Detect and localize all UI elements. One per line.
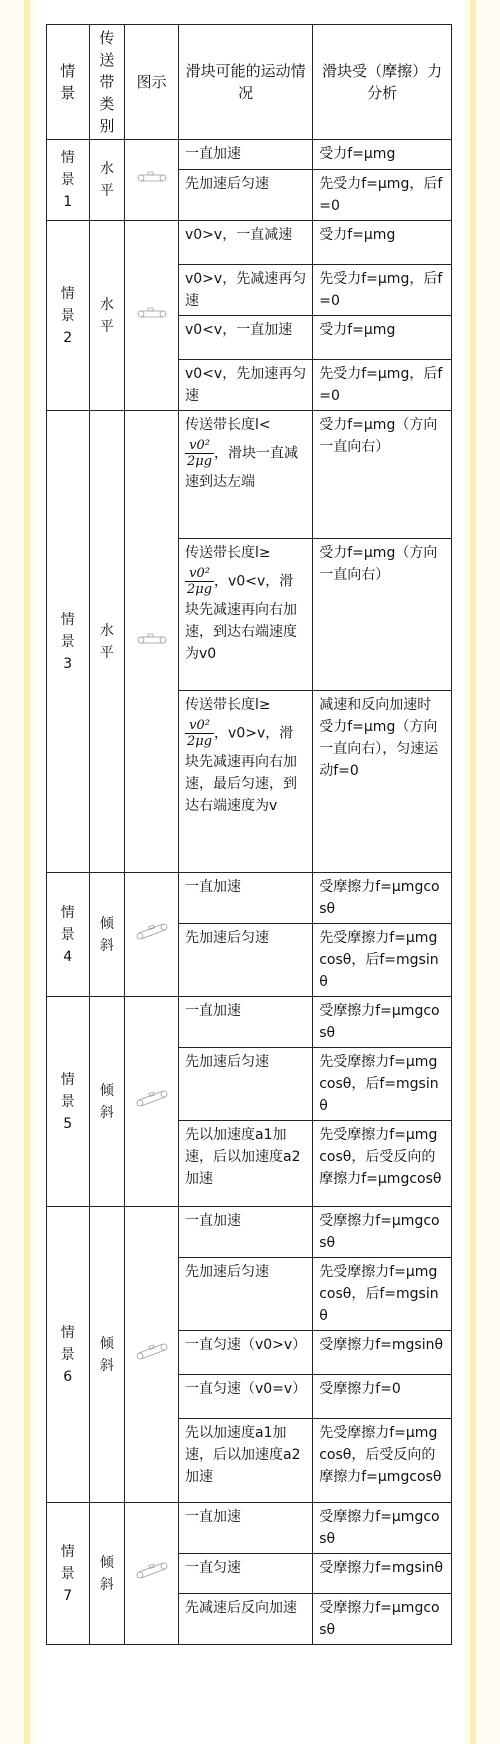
motion-cell: 一直加速 — [178, 1207, 312, 1258]
table-body — [47, 140, 452, 1645]
table-row — [47, 140, 452, 170]
table-row — [47, 997, 452, 1048]
inclined-belt-icon — [135, 1341, 169, 1368]
fraction-v0sq-over-2mug: $\frac{\text{v0²}}{2\mu g}$ — [186, 438, 213, 469]
left-border-stripe — [24, 0, 30, 1744]
force-cell: 受摩擦力f=μmgcosθ — [313, 1207, 452, 1258]
header-force: 滑块受（摩擦）力分析 — [313, 25, 452, 140]
motion-cell: 一直加速 — [178, 140, 312, 170]
motion-cell: 先减速后反向加速 — [178, 1594, 312, 1645]
force-cell: 先受力f=μmg，后f=0 — [313, 360, 452, 411]
motion-cell: v0>v，先减速再匀速 — [178, 265, 312, 316]
force-cell: 先受摩擦力f=μmgcosθ，后f=mgsinθ — [313, 924, 452, 997]
motion-cell: 一直匀速（v0>v） — [178, 1331, 312, 1375]
scene-label: 情景5 — [47, 997, 90, 1207]
table-header-row — [47, 25, 452, 140]
motion-cell: 传送带长度l≥ $\frac{\text{v0²}}{2\mu g}$ ，v0<v，滑块先减速再向右加速，到达右端速度为v0 — [178, 539, 312, 691]
belt-type: 倾斜 — [89, 1503, 125, 1645]
force-cell: 受力f=μmg（方向一直向右） — [313, 411, 452, 539]
motion-cell: 一直加速 — [178, 997, 312, 1048]
header-diagram: 图示 — [125, 25, 179, 140]
motion-cell: 先加速后匀速 — [178, 1048, 312, 1121]
force-cell: 受力f=μmg — [313, 316, 452, 360]
belt-type: 水平 — [89, 411, 125, 873]
scene-label: 情景7 — [47, 1503, 90, 1645]
scene-label: 情景1 — [47, 140, 90, 221]
document-sheet — [36, 0, 464, 1744]
force-cell: 减速和反向加速时受力f=μmg（方向一直向右），匀速运动f=0 — [313, 691, 452, 873]
force-cell: 受摩擦力f=0 — [313, 1375, 452, 1419]
scene-label: 情景3 — [47, 411, 90, 873]
motion-cell: 先加速后匀速 — [178, 170, 312, 221]
belt-diagram — [125, 411, 179, 873]
table-row — [47, 1207, 452, 1258]
horizontal-belt-icon — [136, 169, 168, 191]
belt-diagram — [125, 1503, 179, 1645]
force-cell: 先受摩擦力f=μmgcosθ，后f=mgsinθ — [313, 1258, 452, 1331]
fraction-v0sq-over-2mug: $\frac{\text{v0²}}{2\mu g}$ — [186, 718, 213, 749]
horizontal-belt-icon — [136, 631, 168, 653]
belt-type: 倾斜 — [89, 1207, 125, 1503]
table-row — [47, 221, 452, 265]
belt-type: 倾斜 — [89, 873, 125, 997]
header-scene: 情景 — [47, 25, 90, 140]
motion-cell: 一直加速 — [178, 873, 312, 924]
force-cell: 受摩擦力f=μmgcosθ — [313, 997, 452, 1048]
table-row — [47, 1503, 452, 1554]
motion-cell: 先以加速度a1加速，后以加速度a2加速 — [178, 1121, 312, 1207]
force-cell: 受力f=μmg — [313, 221, 452, 265]
force-cell: 受力f=μmg — [313, 140, 452, 170]
belt-type: 水平 — [89, 221, 125, 411]
force-cell: 先受力f=μmg，后f=0 — [313, 265, 452, 316]
horizontal-belt-icon — [136, 305, 168, 327]
force-cell: 受摩擦力f=μmgcosθ — [313, 1594, 452, 1645]
force-cell: 先受摩擦力f=μmgcosθ，后受反向的摩擦力f=μmgcosθ — [313, 1121, 452, 1207]
motion-cell: 一直加速 — [178, 1503, 312, 1554]
scene-label: 情景2 — [47, 221, 90, 411]
motion-cell: v0<v，一直加速 — [178, 316, 312, 360]
fraction-v0sq-over-2mug: $\frac{\text{v0²}}{2\mu g}$ — [186, 566, 213, 597]
force-cell: 先受摩擦力f=μmgcosθ，后受反向的摩擦力f=μmgcosθ — [313, 1419, 452, 1503]
belt-diagram — [125, 997, 179, 1207]
motion-cell: 先加速后匀速 — [178, 924, 312, 997]
motion-cell: 传送带长度l< $\frac{\text{v0²}}{2\mu g}$ ，滑块一直减速到达左端 — [178, 411, 312, 539]
header-motion: 滑块可能的运动情况 — [178, 25, 312, 140]
motion-cell: 一直匀速 — [178, 1554, 312, 1594]
table-row — [47, 411, 452, 539]
belt-type: 倾斜 — [89, 997, 125, 1207]
belt-diagram — [125, 221, 179, 411]
inclined-belt-icon — [135, 1088, 169, 1115]
motion-cell: v0>v，一直减速 — [178, 221, 312, 265]
force-cell: 先受摩擦力f=μmgcosθ，后f=mgsinθ — [313, 1048, 452, 1121]
motion-cell: 传送带长度l≥ $\frac{\text{v0²}}{2\mu g}$ ，v0>v，滑块先减速再向右加速，最后匀速，到达右端速度为v — [178, 691, 312, 873]
header-belt-type: 传送带类别 — [89, 25, 125, 140]
force-cell: 受摩擦力f=mgsinθ — [313, 1554, 452, 1594]
scene-label: 情景6 — [47, 1207, 90, 1503]
inclined-belt-icon — [135, 921, 169, 948]
table-row — [47, 873, 452, 924]
motion-cell: 先加速后匀速 — [178, 1258, 312, 1331]
conveyor-belt-table — [46, 24, 452, 1645]
scene-label: 情景4 — [47, 873, 90, 997]
motion-cell: 先以加速度a1加速，后以加速度a2加速 — [178, 1419, 312, 1503]
belt-diagram — [125, 1207, 179, 1503]
belt-type: 水平 — [89, 140, 125, 221]
force-cell: 先受力f=μmg，后f=0 — [313, 170, 452, 221]
force-cell: 受力f=μmg（方向一直向右） — [313, 539, 452, 691]
belt-diagram — [125, 140, 179, 221]
inclined-belt-icon — [135, 1560, 169, 1587]
force-cell: 受摩擦力f=μmgcosθ — [313, 1503, 452, 1554]
force-cell: 受摩擦力f=μmgcosθ — [313, 873, 452, 924]
motion-cell: 一直匀速（v0=v） — [178, 1375, 312, 1419]
belt-diagram — [125, 873, 179, 997]
motion-cell: v0<v，先加速再匀速 — [178, 360, 312, 411]
right-border-stripe — [470, 0, 476, 1744]
force-cell: 受摩擦力f=mgsinθ — [313, 1331, 452, 1375]
